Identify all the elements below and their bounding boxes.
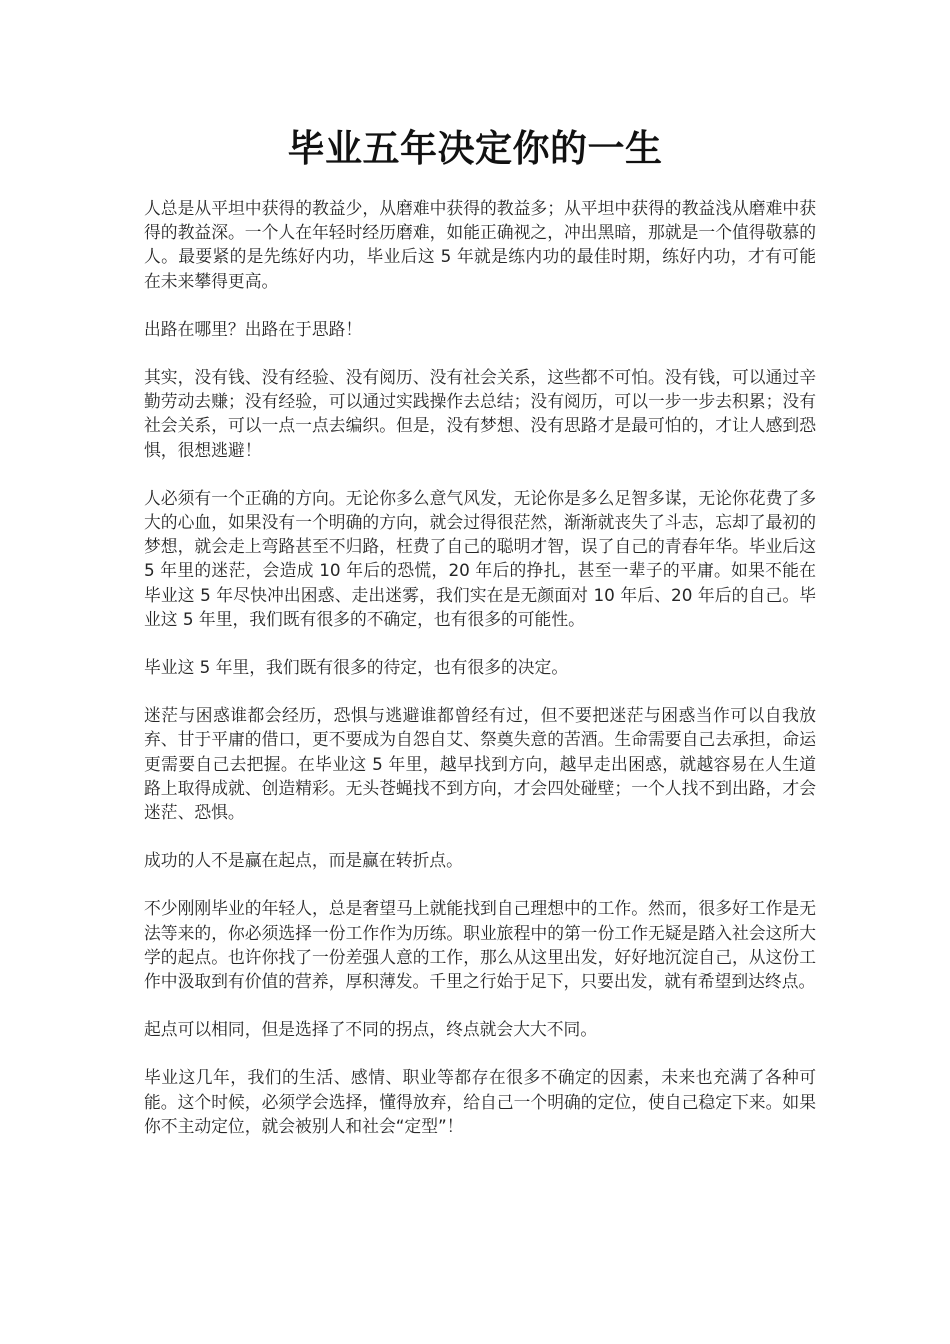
paragraph-3: 其实，没有钱、没有经验、没有阅历、没有社会关系，这些都不可怕。没有钱，可以通过辛勤劳动去赚；没有经验，可以通过实践操作去总结；没有阅历，可以一步一步去积累；没有社会关系，可以一点一点去编织。但是，没有梦想、没有思路才是最可怕的，才让人感到恐惧，很想逃避！ — [144, 367, 816, 460]
document-title: 毕业五年决定你的一生 — [287, 127, 663, 170]
paragraph-7: 成功的人不是赢在起点，而是赢在转折点。 — [144, 850, 463, 871]
paragraph-5: 毕业这 5 年里，我们既有很多的待定，也有很多的决定。 — [144, 657, 569, 678]
paragraph-6: 迷茫与困惑谁都会经历，恐惧与逃避谁都曾经有过，但不要把迷茫与困惑当作可以自我放弃、甘于平庸的借口，更不要成为自怨自艾、祭奠失意的苦酒。生命需要自己去承担，命运更需要自己去把握。在毕业这 5 年里，越早找到方向，越早走出困惑，就越容易在人生道路上取得成就、创造精彩。无头苍蝇找不到方向，才会四处碰壁；一个人找不到出路，才会迷茫、恐惧。 — [144, 705, 816, 823]
paragraph-2: 出路在哪里？出路在于思路！ — [144, 318, 363, 339]
paragraph-8: 不少刚刚毕业的年轻人，总是奢望马上就能找到自己理想中的工作。然而，很多好工作是无法等来的，你必须选择一份工作作为历练。职业旅程中的第一份工作无疑是踏入社会这所大学的起点。也许你找了一份差强人意的工作，那么从这里出发，好好地沉淀自己，从这份工作中汲取到有价值的营养，厚积薄发。千里之行始于足下，只要出发，就有希望到达终点。 — [144, 898, 816, 992]
paragraph-9: 起点可以相同，但是选择了不同的拐点，终点就会大大不同。 — [144, 1019, 598, 1040]
paragraph-10: 毕业这几年，我们的生活、感情、职业等都存在很多不确定的因素，未来也充满了各种可能。这个时候，必须学会选择，懂得放弃，给自己一个明确的定位，使自己稳定下来。如果你不主动定位，就会被别人和社会“定型”！ — [144, 1067, 816, 1136]
paragraph-1: 人总是从平坦中获得的教益少，从磨难中获得的教益多；从平坦中获得的教益浅从磨难中获得的教益深。一个人在年轻时经历磨难，如能正确视之，冲出黑暗，那就是一个值得敬慕的人。最要紧的是先练好内功，毕业后这 5 年就是练内功的最佳时期，练好内功，才有可能在未来攀得更高。 — [144, 198, 816, 291]
document-body — [144, 196, 816, 1162]
paragraph-4: 人必须有一个正确的方向。无论你多么意气风发，无论你是多么足智多谋，无论你花费了多大的心血，如果没有一个明确的方向，就会过得很茫然，渐渐就丧失了斗志，忘却了最初的梦想，就会走上弯路甚至不归路，枉费了自己的聪明才智，误了自己的青春年华。毕业后这 5 年里的迷茫，会造成 10 年后的恐慌，20 年后的挣扎，甚至一辈子的平庸。如果不能在毕业这 5 年尽快冲出困惑、走出迷雾，我们实在是无颜面对 10 年后、20 年后的自己。毕业这 5 年里，我们既有很多的不确定，也有很多的可能性。 — [144, 487, 816, 629]
